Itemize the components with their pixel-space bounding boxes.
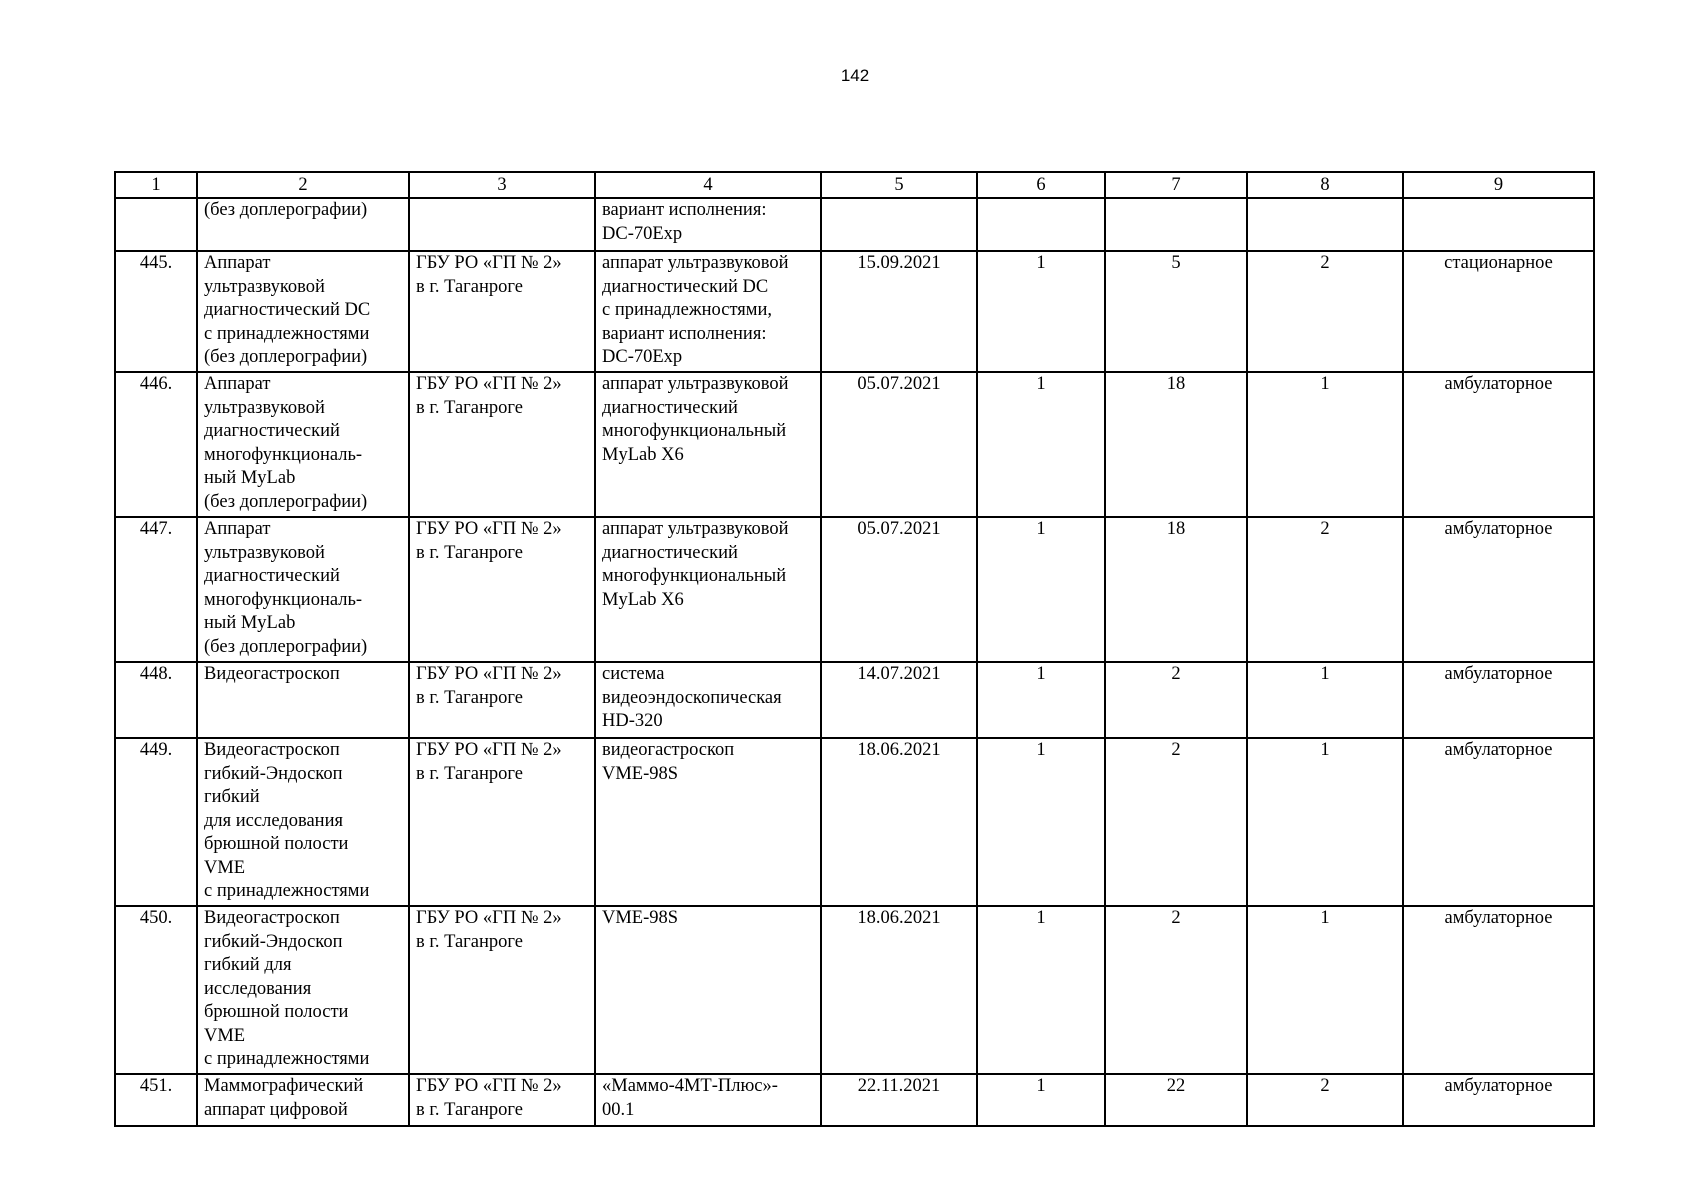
col7-cell: 18 (1105, 372, 1247, 517)
column-header: 8 (1247, 172, 1403, 198)
table-row (115, 517, 1594, 662)
equipment-name: (без доплерографии) (197, 198, 409, 251)
usage-type: амбулаторное (1403, 1074, 1594, 1126)
col7-cell: 18 (1105, 517, 1247, 662)
equipment-model: аппарат ультразвуковой диагностический DC с принадлежностями, вариант исполнения: DC-70Exp (595, 251, 821, 372)
column-header: 4 (595, 172, 821, 198)
usage-type (1403, 198, 1594, 251)
equipment-name: Видеогастроскоп (197, 662, 409, 738)
equipment-model: VME-98S (595, 906, 821, 1074)
row-number: 449. (115, 738, 197, 906)
organization: ГБУ РО «ГП № 2» в г. Таганроге (409, 1074, 595, 1126)
column-header: 5 (821, 172, 977, 198)
date-cell: 22.11.2021 (821, 1074, 977, 1126)
organization: ГБУ РО «ГП № 2» в г. Таганроге (409, 251, 595, 372)
table-row (115, 372, 1594, 517)
table-row (115, 662, 1594, 738)
row-number: 450. (115, 906, 197, 1074)
col6-cell: 1 (977, 372, 1105, 517)
date-cell: 05.07.2021 (821, 372, 977, 517)
equipment-name: Аппарат ультразвуковой диагностический многофункциональ- ный MyLab (без доплерографии) (197, 372, 409, 517)
date-cell: 18.06.2021 (821, 738, 977, 906)
row-number: 445. (115, 251, 197, 372)
col8-cell: 1 (1247, 738, 1403, 906)
equipment-model: «Маммо-4МТ-Плюс»- 00.1 (595, 1074, 821, 1126)
table-row (115, 1074, 1594, 1126)
row-number: 451. (115, 1074, 197, 1126)
row-number (115, 198, 197, 251)
date-cell: 18.06.2021 (821, 906, 977, 1074)
col8-cell: 1 (1247, 372, 1403, 517)
equipment-name: Аппарат ультразвуковой диагностический DC с принадлежностями (без доплерографии) (197, 251, 409, 372)
date-cell: 05.07.2021 (821, 517, 977, 662)
col8-cell: 2 (1247, 1074, 1403, 1126)
col7-cell: 22 (1105, 1074, 1247, 1126)
organization (409, 198, 595, 251)
col6-cell: 1 (977, 517, 1105, 662)
table-row (115, 906, 1594, 1074)
col7-cell: 2 (1105, 906, 1247, 1074)
equipment-model: вариант исполнения: DC-70Exp (595, 198, 821, 251)
col7-cell: 5 (1105, 251, 1247, 372)
usage-type: амбулаторное (1403, 372, 1594, 517)
col7-cell: 2 (1105, 662, 1247, 738)
col6-cell (977, 198, 1105, 251)
col6-cell: 1 (977, 1074, 1105, 1126)
equipment-model: аппарат ультразвуковой диагностический многофункциональный MyLab X6 (595, 372, 821, 517)
equipment-name: Видеогастроскоп гибкий-Эндоскоп гибкий для исследования брюшной полости VME с принадлежностями (197, 906, 409, 1074)
usage-type: амбулаторное (1403, 738, 1594, 906)
col7-cell: 2 (1105, 738, 1247, 906)
equipment-model: видеогастроскоп VME-98S (595, 738, 821, 906)
organization: ГБУ РО «ГП № 2» в г. Таганроге (409, 738, 595, 906)
organization: ГБУ РО «ГП № 2» в г. Таганроге (409, 372, 595, 517)
page-number: 142 (840, 66, 870, 85)
equipment-name: Маммографический аппарат цифровой (197, 1074, 409, 1126)
col8-cell: 2 (1247, 251, 1403, 372)
organization: ГБУ РО «ГП № 2» в г. Таганроге (409, 517, 595, 662)
organization: ГБУ РО «ГП № 2» в г. Таганроге (409, 662, 595, 738)
col8-cell: 2 (1247, 517, 1403, 662)
col6-cell: 1 (977, 251, 1105, 372)
col8-cell (1247, 198, 1403, 251)
column-header: 7 (1105, 172, 1247, 198)
column-header: 3 (409, 172, 595, 198)
equipment-model: система видеоэндоскопическая HD-320 (595, 662, 821, 738)
usage-type: амбулаторное (1403, 906, 1594, 1074)
col6-cell: 1 (977, 738, 1105, 906)
table-row (115, 198, 1594, 251)
usage-type: стационарное (1403, 251, 1594, 372)
column-header: 2 (197, 172, 409, 198)
row-number: 448. (115, 662, 197, 738)
row-number: 446. (115, 372, 197, 517)
row-number: 447. (115, 517, 197, 662)
col8-cell: 1 (1247, 906, 1403, 1074)
col6-cell: 1 (977, 906, 1105, 1074)
equipment-name: Видеогастроскоп гибкий-Эндоскоп гибкий для исследования брюшной полости VME с принадлежностями (197, 738, 409, 906)
table-row (115, 251, 1594, 372)
col7-cell (1105, 198, 1247, 251)
col6-cell: 1 (977, 662, 1105, 738)
equipment-name: Аппарат ультразвуковой диагностический многофункциональ- ный MyLab (без доплерографии) (197, 517, 409, 662)
date-cell (821, 198, 977, 251)
col8-cell: 1 (1247, 662, 1403, 738)
equipment-model: аппарат ультразвуковой диагностический многофункциональный MyLab X6 (595, 517, 821, 662)
usage-type: амбулаторное (1403, 517, 1594, 662)
date-cell: 15.09.2021 (821, 251, 977, 372)
equipment-table (114, 171, 1595, 1127)
column-header: 9 (1403, 172, 1594, 198)
column-header: 1 (115, 172, 197, 198)
organization: ГБУ РО «ГП № 2» в г. Таганроге (409, 906, 595, 1074)
header-row (115, 172, 1594, 198)
table-row (115, 738, 1594, 906)
date-cell: 14.07.2021 (821, 662, 977, 738)
usage-type: амбулаторное (1403, 662, 1594, 738)
column-header: 6 (977, 172, 1105, 198)
